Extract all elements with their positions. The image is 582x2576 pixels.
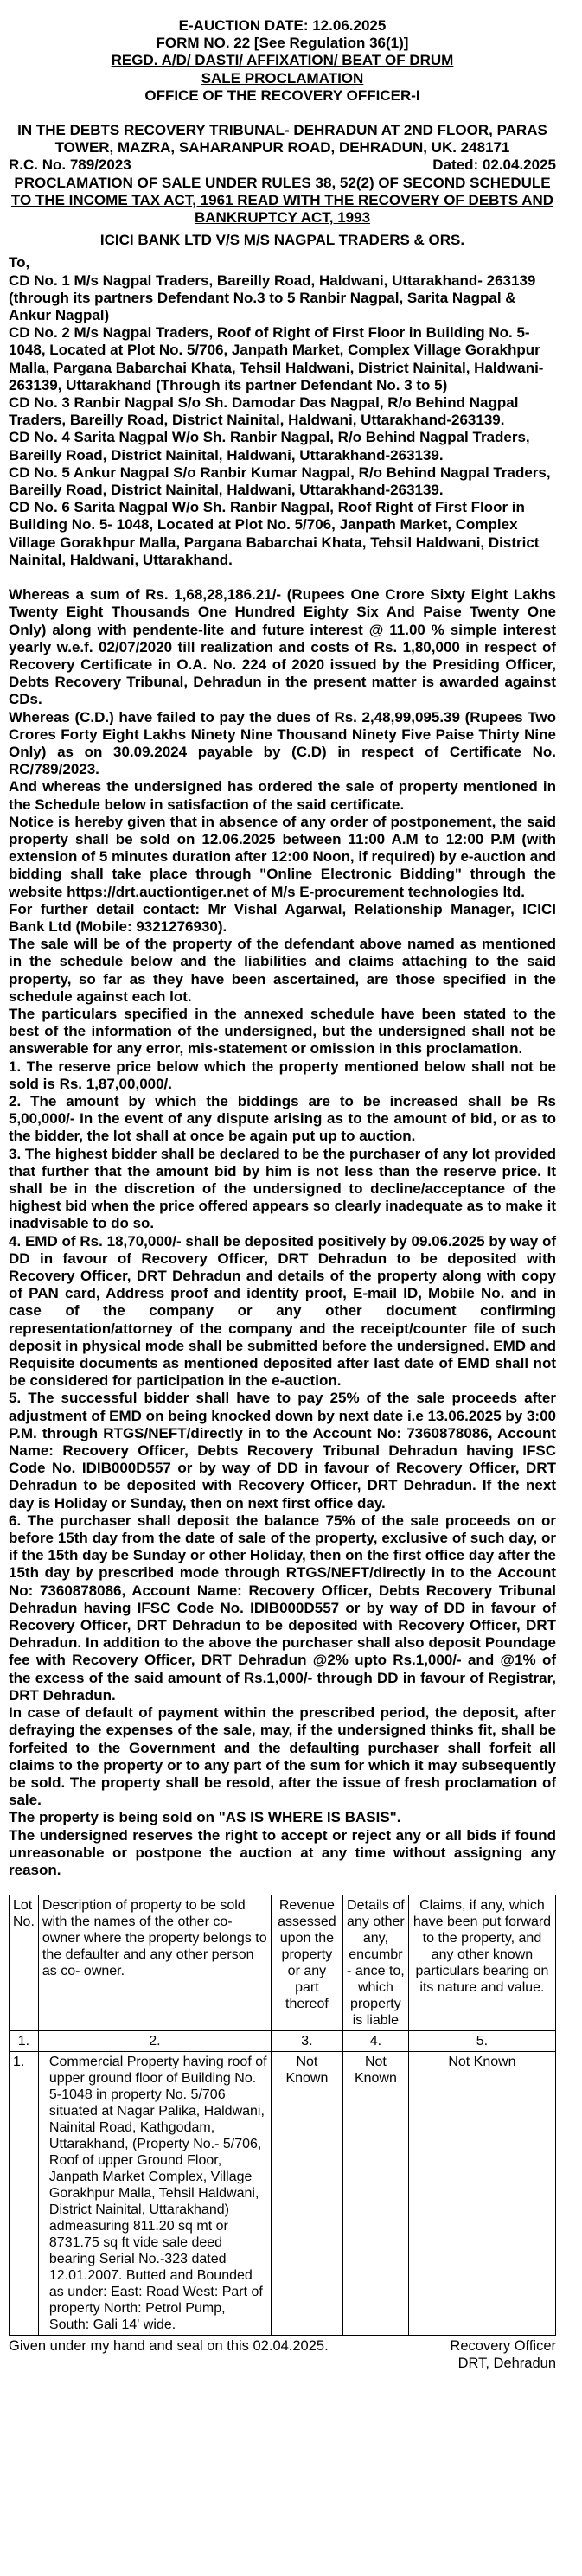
header-revenue: Revenue assessed upon the property or any part thereof [271, 1895, 342, 2031]
addressee-salutation: To, [9, 254, 30, 272]
cd-item: CD No. 4 Sarita Nagpal W/o Sh. Ranbir Nagpal, R/o Behind Nagpal Traders, Bareilly Road, District Nainital, Haldwani, Uttarakhand-263139. [9, 429, 530, 463]
body-para-order: And whereas the undersigned has ordered the sale of property mentioned in the Schedule below in satisfaction of the said certificate. [9, 778, 556, 813]
body-para-particulars: The particulars specified in the annexed schedule have been stated to the best of the information of the undersigned, but the undersigned shall not be answerable for any error, mis-statement or omission in this proclamation. [9, 1005, 556, 1058]
schedule-number-row: 1. 2. 3. 4. 5. [10, 2031, 556, 2052]
notice-date: Dated: 02.04.2025 [432, 157, 556, 174]
cd-item: CD No. 6 Sarita Nagpal W/o Sh. Ranbir Nagpal, Roof Right of First Floor in Building No. 5- 1048, Located at Plot No. 5/706, Janpath Market, Complex Village Gorakhpur Malla, Pargana Babarchai Khata, Tehsil Haldwani, District Nainital, Haldwani, Uttarakhand. [9, 499, 540, 568]
claims-value: Not Known [408, 2052, 555, 2336]
cd-list [9, 272, 556, 569]
body-para-contact: For further detail contact: Mr Vishal Agarwal, Relationship Manager, ICICI Bank Ltd (Mobile: 9321276930). [9, 900, 556, 935]
proclamation-body [9, 586, 556, 1879]
delivery-mode: REGD. A/D/ DASTI/ AFFIXATION/ BEAT OF DRUM [111, 52, 454, 69]
property-schedule-table [9, 1895, 556, 2336]
signature-block [9, 2337, 556, 2372]
rc-date-row [9, 157, 556, 174]
cd-item: CD No. 5 Ankur Nagpal S/o Ranbir Kumar Nagpal, R/o Behind Nagpal Traders, Bareilly Road, District Nainital, Haldwani, Uttarakhand-263139. [9, 463, 551, 499]
body-para-dues: Whereas a sum of Rs. 1,68,28,186.21/- (Rupees One Crore Sixty Eight Lakhs Twenty Eight Thousands One Hundred Eighty Six And Paise Twenty One Only) along with pendente-lite and future interest @ 11.00 % simple interest yearly w.e.f. 02/07/2020 till realization and costs of Rs. 1,80,000 in respect of Recovery Certificate in O.A. No. 224 of 2020 issued by the Presiding Officer, Debts Recovery Tribunal, Dehradun in the present matter is awarded against CDs. [9, 586, 556, 708]
form-number: FORM NO. 22 [See Regulation 36(1)] [156, 35, 409, 52]
tribunal-address: IN THE DEBTS RECOVERY TRIBUNAL- DEHRADUN AT 2ND FLOOR, PARAS TOWER, MAZRA, SAHARANPUR ROAD, DEHRADUN, UK. 248171 [17, 122, 547, 157]
term-emd: 4. EMD of Rs. 18,70,000/- shall be deposited positively by 09.06.2025 by way of DD in favour of Recovery Officer, DRT Dehradun to be deposited with Recovery Officer, DRT Dehradun and details of the property along with copy of PAN card, Address proof and identity proof, E-mail ID, Mobile No. and in case of the company or any other document confirming representation/attorney of the company and the receipt/counter file of such deposit in physical mode shall be submitted before the undersigned. EMD and Requisite documents as mentioned deposited after last date of EMD shall not be considered for participation in the e-auction. [9, 1232, 556, 1390]
header-encumbrance: Details of any other any, encumbr - ance to, which property is liable [342, 1895, 408, 2031]
header-description: Description of property to be sold with the names of the other co-owner where the property belongs to the defaulter and any other person as co- owner. [38, 1895, 271, 2031]
rc-number: R.C. No. 789/2023 [9, 157, 131, 174]
body-para-schedule: The sale will be of the property of the defendant above named as mentioned in the schedule below and the liabilities and claims attaching to the said property, so far as they have been ascertained, are those specified in the schedule against each lot. [9, 936, 556, 1005]
officer-place: DRT, Dehradun [457, 2355, 556, 2372]
revenue-value: Not Known [271, 2052, 342, 2336]
term-reserve-price: 1. The reserve price below which the property mentioned below shall not be sold is Rs. 1,87,00,000/. [9, 1058, 556, 1092]
body-para-as-is: The property is being sold on "AS IS WHERE IS BASIS". [9, 1809, 401, 1826]
term-75-percent: 6. The purchaser shall deposit the balance 75% of the sale proceeds on or before 15th day from the date of sale of the property, exclusive of such day, or if the 15th day be Sunday or other Holiday, then on the first office day after the 15th day by prescribed mode through RTGS/NEFT/directly in to the Account No: 7360878086, Account Name: Recovery Officer, Debts Recovery Tribunal Dehradun having IFSC Code No. IDIB000D557 or by way of DD in favour of Recovery Officer, DRT Dehradun to be deposited with Recovery Officer, DRT Dehradun. In addition to the above the purchaser shall also deposit Poundage fee with Recovery Officer, DRT Dehradun @2% upto Rs.1,000/- and @1% of the excess of the said amount of Rs.1,000/- through DD in favour of Registrar, DRT Dehradun. [9, 1512, 556, 1703]
term-bid-increment: 2. The amount by which the biddings are to be increased shall be Rs 5,00,000/- In the event of any dispute arising as to the amount of bid, or as to the bidder, the lot shall at once be again put up to auction. [9, 1092, 556, 1145]
auction-website-link[interactable]: https://drt.auctiontiger.net [67, 883, 249, 900]
office-name: OFFICE OF THE RECOVERY OFFICER-I [144, 86, 420, 104]
body-para-rights: The undersigned reserves the right to accept or reject any or all bids if found unreasonable or postpone the auction at any time without assigning any reason. [9, 1826, 556, 1878]
signatory [450, 2337, 556, 2372]
body-para-forfeit: In case of default of payment within the prescribed period, the deposit, after defraying the expenses of the sale, may, if the undersigned thinks fit, shall be forfeited to the Government and the defaulting purchaser shall forfeit all claims to the property or to any part of the sum for which it may subsequently be sold. The property shall be resold, after the issue of fresh proclamation of sale. [9, 1704, 556, 1809]
auction-date: E-AUCTION DATE: 12.06.2025 [178, 17, 387, 34]
proclamation-title: PROCLAMATION OF SALE UNDER RULES 38, 52(2) OF SECOND SCHEDULE TO THE INCOME TAX ACT, 1961 READ WITH THE RECOVERY OF DEBTS AND BANKRUPTCY ACT, 1993 [10, 174, 554, 227]
schedule-header-row [10, 1895, 556, 2031]
cd-item: CD No. 2 M/s Nagpal Traders, Roof of Right of First Floor in Building No. 5-1048, Located at Plot No. 5/706, Janpath Market, Complex Village Gorakhpur Malla, Pargana Babarchai Khata, Tehsil Haldwani, District Nainital, Haldwani- 263139, Uttarakhand (Through its partner Defendant No. 3 to 5) [9, 324, 544, 393]
encumbrance-value: Not Known [342, 2052, 408, 2336]
body-para-default: Whereas (C.D.) have failed to pay the dues of Rs. 2,48,99,095.39 (Rupees Two Crores Forty Eight Lakhs Ninety Nine Thousand Ninety Five Paise Thirty Nine Only) as on 30.09.2024 payable by (C.D) in respect of Certificate No. RC/789/2023. [9, 708, 556, 778]
property-description: Commercial Property having roof of upper ground floor of Building No. 5-1048 in property No. 5/706 situated at Nagar Palika, Haldwani, Nainital Road, Kathgodam, Uttarakhand, (Property No.- 5/706, Roof of upper Ground Floor, Janpath Market Complex, Village Gorakhpur Malla, Tehsil Haldwani, District Nainital, Uttarakhand) admeasuring 811.20 sq mt or 8731.75 sq ft vide sale deed bearing Serial No.-323 dated 12.01.2007. Butted and Bounded as under: East: Road West: Part of property North: Petrol Pump, South: Gali 14' wide. [38, 2052, 271, 2336]
cd-item: CD No. 1 M/s Nagpal Traders, Bareilly Road, Haldwani, Uttarakhand- 263139 (through its partners Defendant No.3 to 5 Ranbir Nagpal, Sarita Nagpal & Ankur Nagpal) [9, 272, 536, 324]
case-parties: ICICI BANK LTD V/S M/S NAGPAL TRADERS & ORS. [99, 232, 465, 249]
body-para-notice: Notice is hereby given that in absence of any order of postponement, the said property shall be sold on 12.06.2025 between 11:00 A.M to 12:00 P.M (with extension of 5 minutes duration after 12:00 Noon, if required) by e-auction and bidding shall take place through "Online Electronic Bidding" through the website https://drt.auctiontiger.net of M/s E-procurement technologies ltd. [9, 813, 556, 900]
header-claims: Claims, if any, which have been put forward to the property, and any other known particulars bearing on its nature and value. [408, 1895, 555, 2031]
cd-item: CD No. 3 Ranbir Nagpal S/o Sh. Damodar Das Nagpal, R/o Behind Nagpal Traders, Bareilly Road, District Nainital, Haldwani, Uttarakhand-263139. [9, 394, 519, 429]
header-lot: Lot No. [10, 1895, 39, 2031]
term-25-percent: 5. The successful bidder shall have to pay 25% of the sale proceeds after adjustment of EMD on being knocked down by next date i.e 13.06.2025 by 3:00 P.M. through RTGS/NEFT/directly in to the Account No: 7360878086, Account Name: Recovery Officer, Debts Recovery Tribunal Dehradun having IFSC Code No. IDIB000D557 or by way of DD in favour of Recovery Officer, DRT Dehradun to be deposited with Recovery Officer, DRT Dehradun. If the next day is Holiday or Sunday, then on next first office day. [9, 1390, 556, 1512]
lot-number: 1. [10, 2052, 39, 2336]
given-under-hand: Given under my hand and seal on this 02.04.2025. [9, 2338, 329, 2355]
officer-title: Recovery Officer [450, 2338, 556, 2355]
table-row [10, 2052, 556, 2336]
term-highest-bidder: 3. The highest bidder shall be declared to be the purchaser of any lot provided that further that the amount bid by him is not less than the reserve price. It shall be in the discretion of the undersigned to decline/acceptance of the highest bid when the price offered appears so clearly inadequate as to make it inadvisable to do so. [9, 1145, 556, 1232]
notice-title: SALE PROCLAMATION [201, 69, 364, 86]
